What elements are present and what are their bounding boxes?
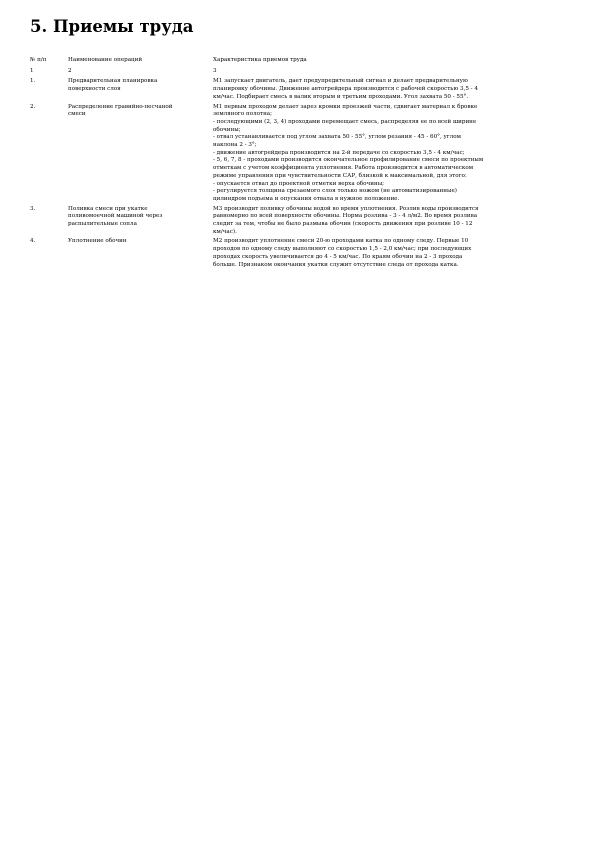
table-row bbox=[30, 238, 562, 271]
operation-name bbox=[68, 206, 213, 239]
description-line: наклона 2 - 3°; bbox=[213, 142, 257, 149]
description-line: планировку обочины. Движение автогрейдера производится с рабочей скоростью 3,5 - 4 bbox=[213, 86, 478, 93]
description-line: проходах скорость увеличивается до 4 - 5 км/час. По краям обочин на 2 - 3 прохода bbox=[213, 253, 463, 260]
description-line: - движение автогрейдера производится на 2-й передаче со скоростью 3,5 - 4 км/час; bbox=[213, 149, 465, 156]
operation-name bbox=[68, 78, 213, 103]
operation-description bbox=[213, 78, 562, 103]
description-line: - регулируется толщина срезаемого слоя только ножом (не автоматизированные) bbox=[213, 188, 457, 195]
description-line: км/час. Подбирает смесь в валик вторым и третьим проходами. Угол захвата 50 - 55°. bbox=[213, 93, 469, 100]
description-line: - 5, 6, 7, 8 - проходами производится окончательное профилирование смеси по проектным bbox=[213, 157, 484, 164]
description-line: - отвал устанавливается под углом захвата 50 - 55°, углом резания - 45 - 60°, углом bbox=[213, 134, 461, 141]
name-line: поливомоечной машиной через bbox=[68, 213, 163, 220]
index-cell: 1 bbox=[30, 67, 34, 74]
table-row bbox=[30, 206, 562, 239]
description-line: М2 производит уплотнение смеси 20-ю проходами катка по одному следу. Первые 10 bbox=[213, 238, 469, 245]
table-header-row bbox=[30, 57, 562, 68]
name-line: Предварительная планировка bbox=[68, 78, 158, 85]
operations-table bbox=[30, 57, 562, 271]
description-line: проходов по одному следу выполняют со скоростью 1,5 - 2,0 км/час; при последующих bbox=[213, 246, 472, 253]
description-line: М3 производит поливку обочины водой во время уплотнения. Розлив воды производится bbox=[213, 205, 479, 212]
description-line: М1 первым проходом делает зарез кромки проезжей части, сдвигает материал к бровке bbox=[213, 103, 478, 110]
row-number: 3. bbox=[30, 205, 36, 212]
description-line: отметкам с учетом коэффициента уплотнения. Работа производится в автоматическом bbox=[213, 165, 474, 172]
description-line: земляного полотна; bbox=[213, 111, 273, 118]
description-line: больше. Признаком окончания укатки служит отсутствие следа от прохода катка. bbox=[213, 261, 459, 268]
operation-description bbox=[213, 238, 562, 271]
table-row bbox=[30, 104, 562, 206]
name-line: Поливка смеси при укатке bbox=[68, 205, 148, 212]
row-number: 4. bbox=[30, 238, 36, 245]
operation-name bbox=[68, 104, 213, 206]
operation-description bbox=[213, 206, 562, 239]
row-number: 1. bbox=[30, 78, 36, 85]
description-line: цилиндром подъема и опускания отвала в нужное положение. bbox=[213, 195, 400, 202]
description-line: равномерно по всей поверхности обочины. Норма розлива - 3 - 4 л/м2. Во время розлива bbox=[213, 213, 478, 220]
table-row bbox=[30, 78, 562, 103]
description-line: следит за тем, чтобы не было размыва обочин (скорость движения при розливе 10 - 12 bbox=[213, 221, 473, 228]
name-line: Уплотнение обочин bbox=[68, 238, 127, 245]
name-line: распылительные сопла bbox=[68, 221, 137, 228]
description-line: - последующими (2, 3, 4) проходами перемещает смесь, распределяя ее по всей ширине bbox=[213, 118, 477, 125]
index-cell: 2 bbox=[68, 67, 72, 74]
header-description: Характеристика приемов труда bbox=[213, 57, 307, 63]
description-line: обочины; bbox=[213, 126, 241, 133]
description-line: М1 запускает двигатель, дает предупредительный сигнал и делает предварительную bbox=[213, 78, 468, 85]
name-line: Распределение гравийно-песчаной bbox=[68, 103, 173, 110]
header-number: № п/п bbox=[30, 57, 47, 63]
operation-name bbox=[68, 238, 213, 271]
column-index-row bbox=[30, 68, 562, 79]
description-line: км/час). bbox=[213, 228, 237, 235]
row-number: 2. bbox=[30, 103, 36, 110]
operation-description bbox=[213, 104, 562, 206]
description-line: - опускается отвал до проектной отметки верха обочины; bbox=[213, 180, 385, 187]
name-line: поверхности слоя bbox=[68, 86, 121, 93]
name-line: смеси bbox=[68, 111, 86, 118]
index-cell: 3 bbox=[213, 67, 217, 74]
section-title: 5. Приемы труда bbox=[30, 17, 194, 36]
description-line: режиме управления при чувствительности САР, близкой к максимальной, для этого: bbox=[213, 172, 467, 179]
header-operation-name: Наименование операций bbox=[68, 57, 143, 63]
